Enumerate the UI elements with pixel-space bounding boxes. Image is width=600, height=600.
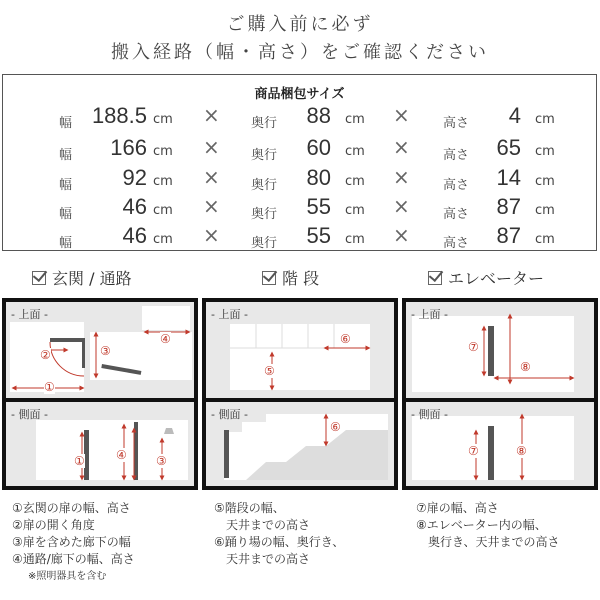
depth-value: 55 <box>306 223 331 248</box>
width-value: 188.5 <box>91 103 147 128</box>
height-value: 65 <box>496 135 521 160</box>
side-view-label: - 側面 - <box>211 408 248 421</box>
height-label: 高さ <box>443 178 470 193</box>
width-unit: cm <box>153 203 173 218</box>
check-elevator-label: エレベーター <box>448 269 545 288</box>
legend-item: 奥行き、天井までの高さ <box>416 535 560 549</box>
top-view-label: - 上面 - <box>11 308 48 321</box>
legend-item: ⑤階段の幅、 <box>214 501 285 515</box>
height-unit: cm <box>535 174 555 189</box>
stairs-drawing <box>206 302 394 486</box>
marker-3: ③ <box>156 454 167 468</box>
elevator-drawing <box>406 302 594 486</box>
depth-label: 奥行 <box>251 178 278 193</box>
legend-item: ③扉を含めた廊下の幅 <box>12 535 131 549</box>
size-row <box>3 135 596 165</box>
height-label: 高さ <box>443 207 470 222</box>
marker-2: ② <box>40 348 51 362</box>
width-label: 幅 <box>59 207 73 222</box>
times-sign: × <box>203 165 220 189</box>
depth-unit: cm <box>345 232 365 247</box>
legend-elevator <box>416 500 560 551</box>
width-unit: cm <box>153 144 173 159</box>
depth-value: 88 <box>306 103 331 128</box>
check-elevator <box>428 266 544 289</box>
height-value: 14 <box>496 165 521 190</box>
checkbox-icon <box>262 271 276 285</box>
times-sign: × <box>393 165 410 189</box>
width-value: 46 <box>122 223 147 248</box>
width-label: 幅 <box>59 148 73 163</box>
height-label: 高さ <box>443 116 470 131</box>
top-view-label: - 上面 - <box>211 308 248 321</box>
check-stairs-label: 階 段 <box>282 269 320 288</box>
checkbox-icon <box>32 271 46 285</box>
marker-5: ⑤ <box>264 364 275 378</box>
size-row <box>3 194 596 224</box>
size-row <box>3 103 596 133</box>
times-sign: × <box>393 194 410 218</box>
marker-7: ⑦ <box>468 340 479 354</box>
marker-4: ④ <box>116 448 127 462</box>
elevator-diagram <box>402 298 598 490</box>
size-row <box>3 165 596 195</box>
legend-entrance <box>12 500 135 585</box>
depth-unit: cm <box>345 174 365 189</box>
depth-label: 奥行 <box>251 207 278 222</box>
depth-value: 60 <box>306 135 331 160</box>
width-value: 46 <box>122 194 147 219</box>
side-view-label: - 側面 - <box>11 408 48 421</box>
marker-1: ① <box>44 380 55 394</box>
times-sign: × <box>393 135 410 159</box>
legend-item: 天井までの高さ <box>214 518 311 532</box>
legend-item: ⑥踊り場の幅、奥行き、 <box>214 535 345 549</box>
width-value: 92 <box>122 165 147 190</box>
depth-value: 55 <box>306 194 331 219</box>
marker-4: ④ <box>160 332 171 346</box>
header-line-2: 搬入経路（幅・高さ）をご確認ください <box>111 42 489 63</box>
entrance-diagram <box>2 298 198 490</box>
marker-7: ⑦ <box>468 444 479 458</box>
height-unit: cm <box>535 144 555 159</box>
size-row <box>3 223 596 253</box>
times-sign: × <box>203 103 220 127</box>
times-sign: × <box>393 103 410 127</box>
depth-label: 奥行 <box>251 148 278 163</box>
width-unit: cm <box>153 112 173 127</box>
width-label: 幅 <box>59 116 73 131</box>
marker-8: ⑧ <box>520 360 531 374</box>
legend-item: ④通路/廊下の幅、高さ <box>12 552 135 566</box>
legend-item: ①玄関の扉の幅、高さ <box>12 501 131 515</box>
size-table-title: 商品梱包サイズ <box>254 87 345 102</box>
depth-value: 80 <box>306 165 331 190</box>
depth-label: 奥行 <box>251 116 278 131</box>
package-size-table <box>2 74 597 251</box>
marker-3: ③ <box>100 344 111 358</box>
check-stairs <box>262 266 319 289</box>
side-view-label: - 側面 - <box>411 408 448 421</box>
depth-unit: cm <box>345 144 365 159</box>
times-sign: × <box>203 135 220 159</box>
marker-6: ⑥ <box>340 332 351 346</box>
width-label: 幅 <box>59 178 73 193</box>
height-unit: cm <box>535 112 555 127</box>
times-sign: × <box>203 194 220 218</box>
height-value: 87 <box>496 223 521 248</box>
legend-item: ②扉の開く角度 <box>12 518 95 532</box>
depth-unit: cm <box>345 203 365 218</box>
header-line-1: ご購入前に必ず <box>226 14 374 35</box>
checkbox-icon <box>428 271 442 285</box>
marker-6: ⑥ <box>330 420 341 434</box>
legend-item: 天井までの高さ <box>214 552 311 566</box>
height-value: 4 <box>508 103 521 128</box>
height-label: 高さ <box>443 148 470 163</box>
width-unit: cm <box>153 174 173 189</box>
width-label: 幅 <box>59 236 73 251</box>
check-entrance <box>32 266 132 289</box>
height-unit: cm <box>535 203 555 218</box>
check-entrance-label: 玄関 / 通路 <box>52 269 132 288</box>
marker-1: ① <box>74 454 85 468</box>
top-view-label: - 上面 - <box>411 308 448 321</box>
height-unit: cm <box>535 232 555 247</box>
depth-unit: cm <box>345 112 365 127</box>
depth-label: 奥行 <box>251 236 278 251</box>
times-sign: × <box>203 223 220 247</box>
legend-stairs <box>214 500 344 568</box>
legend-note: ※照明器具を含む <box>28 571 107 582</box>
times-sign: × <box>393 223 410 247</box>
width-unit: cm <box>153 232 173 247</box>
stairs-diagram <box>202 298 398 490</box>
width-value: 166 <box>110 135 147 160</box>
marker-8: ⑧ <box>516 444 527 458</box>
legend-item: ⑧エレベーター内の幅、 <box>416 518 547 532</box>
height-value: 87 <box>496 194 521 219</box>
legend-item: ⑦扉の幅、高さ <box>416 501 499 515</box>
height-label: 高さ <box>443 236 470 251</box>
